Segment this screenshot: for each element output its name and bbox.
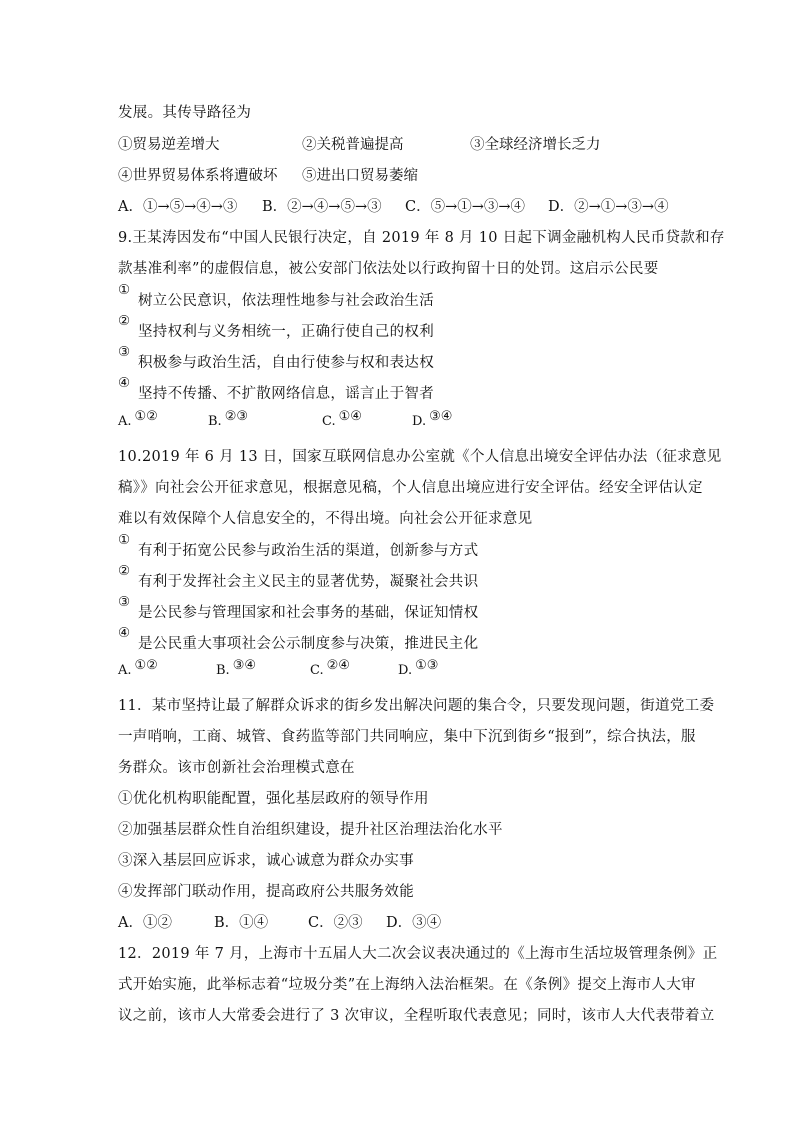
q9-choice-b-value: ②③	[224, 409, 248, 424]
q10-choice-d	[398, 657, 439, 678]
q10-choice-a-value: ①②	[134, 658, 158, 673]
q9-option-3-text: 积极参与政治生活，自由行使参与权和表达权	[138, 355, 434, 371]
q8-item-1: ①贸易逆差增大	[118, 137, 220, 153]
q11-item-3: ③深入基层回应诉求，诚心诚意为群众办实事	[118, 853, 414, 869]
q9-choice-a	[118, 408, 158, 429]
q9-option-2-marker: ②	[118, 313, 131, 329]
q9-choice-c-letter: C.	[322, 414, 336, 429]
q10-choice-d-letter: D.	[398, 663, 413, 678]
q8-choice-c: C．⑤→①→③→④	[405, 199, 526, 215]
q10-option-4-text: 是公民重大事项社会公示制度参与决策，推进民主化	[138, 636, 479, 652]
q9-option-1-marker: ①	[118, 282, 131, 298]
q8-stem-tail: 发展。其传导路径为	[118, 105, 252, 121]
q10-choice-b-value: ③④	[232, 658, 256, 673]
q12-stem-line-1: 12．2019 年 7 月，上海市十五届人大二次会议表决通过的《上海市生活垃圾管理条例》正	[118, 946, 718, 962]
q10-choice-a	[118, 657, 158, 678]
q9-stem-line-2: 款基准利率”的虚假信息，被公安部门依法处以行政拘留十日的处罚。这启示公民要	[118, 261, 659, 277]
q11-item-4: ④发挥部门联动作用，提高政府公共服务效能	[118, 884, 414, 900]
q10-stem-line-3: 难以有效保障个人信息安全的，不得出境。向社会公开征求意见	[118, 511, 533, 527]
q9-choice-c	[322, 408, 362, 429]
q9-option-2-text: 坚持权利与义务相统一，正确行使自己的权利	[138, 324, 434, 340]
q11-item-2: ②加强基层群众性自治组织建设，提升社区治理法治化水平	[118, 822, 503, 838]
q11-choice-b: B．①④	[214, 915, 269, 931]
q10-choice-a-letter: A.	[118, 663, 132, 678]
q12-stem-line-2: 式开始实施，此举标志着“垃圾分类”在上海纳入法治框架。在《条例》提交上海市人大审	[118, 977, 696, 993]
q9-choice-d-letter: D.	[412, 414, 427, 429]
q8-item-5: ⑤进出口贸易萎缩	[302, 168, 418, 184]
q10-choice-b	[216, 657, 256, 678]
q9-stem-line-1: 9.王某涛因发布“中国人民银行决定，自 2019 年 8 月 10 日起下调金融机构人民币贷款和存	[118, 230, 725, 246]
q8-choice-a: A．①→⑤→④→③	[118, 199, 238, 215]
q9-choice-b	[208, 408, 248, 429]
q10-option-4-marker: ④	[118, 625, 131, 641]
q10-option-2-text: 有利于发挥社会主义民主的显著优势，凝聚社会共识	[138, 574, 479, 590]
q10-choice-d-value: ①③	[415, 658, 439, 673]
q10-option-1-marker: ①	[118, 532, 131, 548]
q10-option-3-marker: ③	[118, 594, 131, 610]
q10-option-2-marker: ②	[118, 563, 131, 579]
q9-choice-b-letter: B.	[208, 414, 222, 429]
q10-choice-b-letter: B.	[216, 663, 230, 678]
q9-choice-a-value: ①②	[134, 409, 158, 424]
q11-item-1: ①优化机构职能配置，强化基层政府的领导作用	[118, 791, 429, 807]
q10-choice-c-letter: C.	[310, 663, 324, 678]
q10-option-1-text: 有利于拓宽公民参与政治生活的渠道，创新参与方式	[138, 543, 479, 559]
q8-choice-d: D．②→①→③→④	[548, 199, 669, 215]
q9-choice-d-value: ③④	[429, 409, 453, 424]
q11-stem-line-2: 一声哨响，工商、城管、食药监等部门共同响应，集中下沉到街乡“报到”，综合执法，服	[118, 729, 696, 745]
q11-stem-line-3: 务群众。该市创新社会治理模式意在	[118, 760, 355, 776]
q9-choice-d	[412, 408, 453, 429]
q9-choice-c-value: ①④	[338, 409, 362, 424]
q12-stem-line-3: 议之前，该市人大常委会进行了 3 次审议，全程听取代表意见；同时，该市人大代表带着立	[118, 1008, 715, 1024]
q10-option-3-text: 是公民参与管理国家和社会事务的基础，保证知情权	[138, 605, 479, 621]
q11-choice-a: A．①②	[118, 915, 172, 931]
q8-choice-b: B．②→④→⑤→③	[262, 199, 382, 215]
q10-choice-c	[310, 657, 350, 678]
q11-choice-d: D．③④	[386, 915, 442, 931]
q10-choice-c-value: ②④	[326, 658, 350, 673]
q8-item-2: ②关税普遍提高	[302, 137, 404, 153]
q9-option-4-text: 坚持不传播、不扩散网络信息，谣言止于智者	[138, 386, 434, 402]
q9-option-4-marker: ④	[118, 375, 131, 391]
q11-stem-line-1: 11．某市坚持让最了解群众诉求的街乡发出解决问题的集合令，只要发现问题，街道党工委	[118, 698, 715, 714]
q8-item-4: ④世界贸易体系将遭破坏	[118, 168, 278, 184]
q10-stem-line-1: 10.2019 年 6 月 13 日，国家互联网信息办公室就《个人信息出境安全评估办法（征求意见	[118, 449, 722, 465]
q10-stem-line-2: 稿》》向社会公开征求意见，根据意见稿，个人信息出境应进行安全评估。经安全评估认定	[118, 480, 703, 496]
q11-choice-c: C．②③	[308, 915, 363, 931]
q9-option-1-text: 树立公民意识，依法理性地参与社会政治生活	[138, 293, 434, 309]
q9-choice-a-letter: A.	[118, 414, 132, 429]
q9-option-3-marker: ③	[118, 344, 131, 360]
q8-item-3: ③全球经济增长乏力	[470, 137, 601, 153]
